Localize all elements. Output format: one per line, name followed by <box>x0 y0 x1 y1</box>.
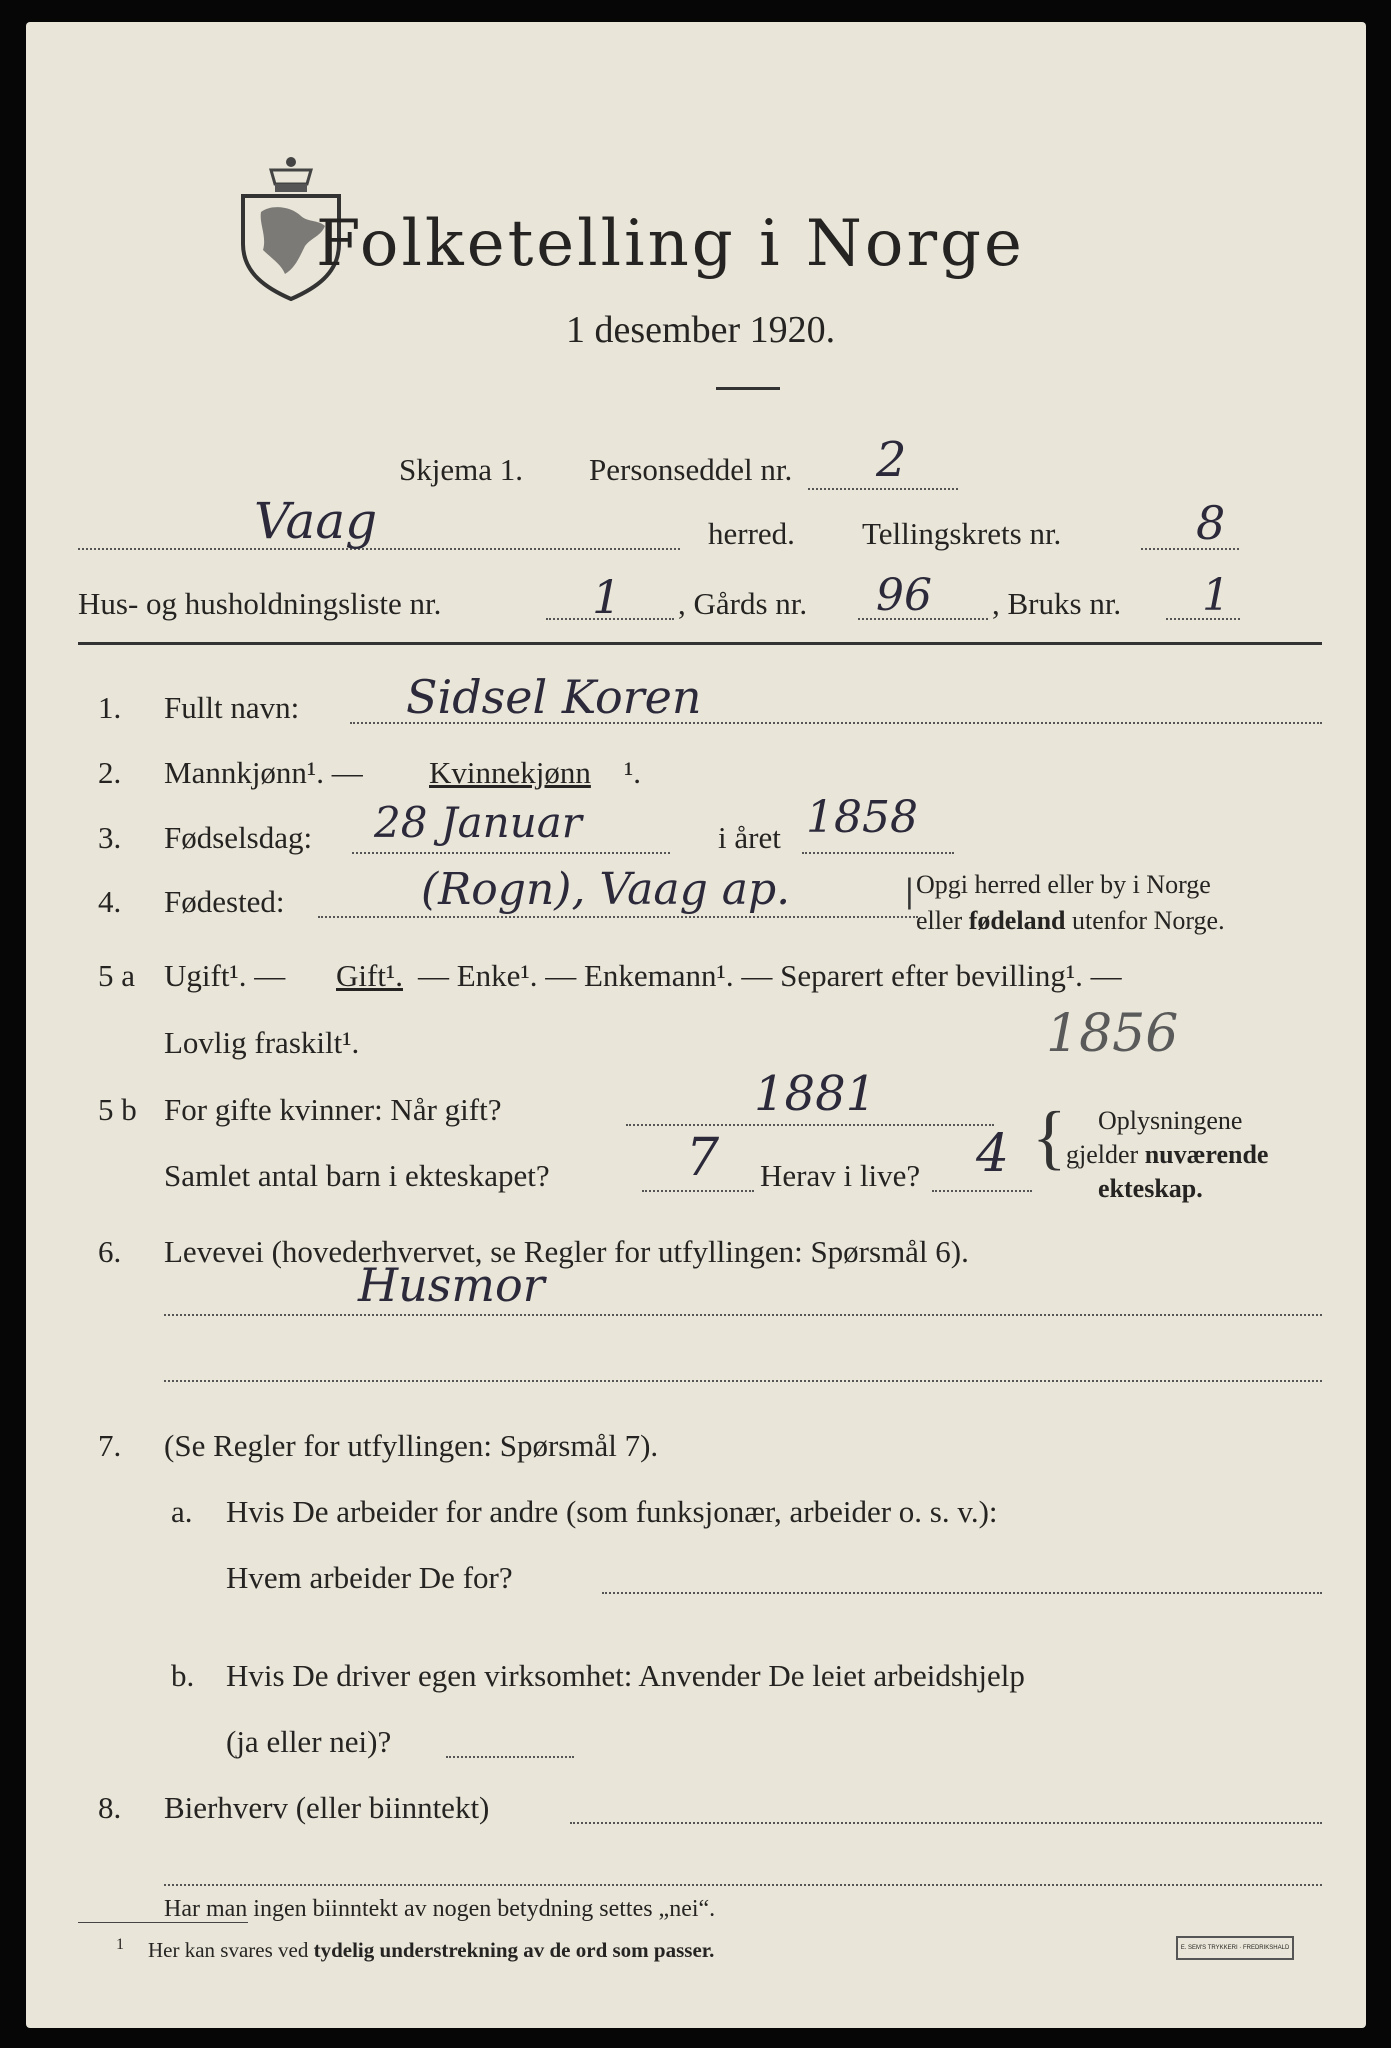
q8-number: 8. <box>98 1790 122 1825</box>
q7b-question: (ja eller nei)? <box>226 1724 392 1759</box>
bruks-label: , Bruks nr. <box>992 586 1122 621</box>
q7a-text: Hvis De arbeider for andre (som funksjonær, arbeider o. s. v.): <box>226 1494 998 1529</box>
q2-number: 2. <box>98 755 122 790</box>
husliste-label: Hus- og husholdningsliste nr. <box>78 586 442 621</box>
q8-answer-field[interactable] <box>570 1822 1322 1824</box>
q8-line-2 <box>164 1884 1322 1886</box>
census-date: 1 desember 1920. <box>566 309 836 351</box>
gards-value[interactable]: 96 <box>876 570 932 621</box>
q5b-children-label: Samlet antal barn i ekteskapet? <box>164 1158 550 1193</box>
q2-female-sup: ¹. <box>624 755 642 790</box>
bruks-value[interactable]: 1 <box>1202 570 1230 621</box>
herred-label: herred. <box>708 516 795 551</box>
q7-number: 7. <box>98 1428 122 1463</box>
tellingskrets-label: Tellingskrets nr. <box>862 516 1062 551</box>
q5b-married-line <box>626 1124 994 1126</box>
footnote-number: 1 <box>116 1936 124 1953</box>
personseddel-value[interactable]: 2 <box>876 432 907 488</box>
footer-note: Har man ingen biinntekt av nogen betydning settes „nei“. <box>164 1896 716 1922</box>
personseddel-label: Personseddel nr. <box>589 452 793 487</box>
q7a-question: Hvem arbeider De for? <box>226 1560 513 1595</box>
married-year-value[interactable]: 1881 <box>754 1066 877 1122</box>
q5b-label: For gifte kvinner: Når gift? <box>164 1092 502 1127</box>
form-title: Folketelling i Norge <box>316 207 1025 281</box>
q6-number: 6. <box>98 1234 122 1269</box>
margin-note: 1856 <box>1046 1004 1179 1064</box>
birthplace-value[interactable]: (Rogn), Vaag ap. <box>421 864 791 915</box>
census-form <box>26 22 1366 2028</box>
tellingskrets-value[interactable]: 8 <box>1196 496 1226 550</box>
q5b-children-line <box>642 1190 754 1192</box>
q2-male-option[interactable]: Mannkjønn¹. — <box>164 755 363 790</box>
q5a-divorced-option[interactable]: Lovlig fraskilt¹. <box>164 1025 360 1060</box>
q1-number: 1. <box>98 690 122 725</box>
q7b-text: Hvis De driver egen virksomhet: Anvender De leiet arbeidshjelp <box>226 1658 1025 1693</box>
q5b-note-3: ekteskap. <box>1098 1174 1203 1203</box>
q4-note-1: Opgi herred eller by i Norge <box>916 870 1211 899</box>
q4-label: Fødested: <box>164 884 285 919</box>
q7b-answer-field[interactable] <box>446 1756 574 1758</box>
q3-label: Fødselsdag: <box>164 820 313 855</box>
q7a-letter: a. <box>171 1494 193 1529</box>
q4-number: 4. <box>98 884 122 919</box>
birth-year-value[interactable]: 1858 <box>806 792 918 843</box>
husliste-value[interactable]: 1 <box>592 570 622 624</box>
birthday-value[interactable]: 28 Januar <box>374 798 582 847</box>
q3-day-line <box>352 852 670 854</box>
q4-line <box>318 916 918 918</box>
q6-label: Levevei (hovederhvervet, se Regler for utfyllingen: Spørsmål 6). <box>164 1234 969 1269</box>
q3-number: 3. <box>98 820 122 855</box>
footnote-rule <box>78 1922 248 1923</box>
footnote-text: Her kan svares ved tydelig understrekning av de ord som passer. <box>148 1938 715 1962</box>
q3-year-label: i året <box>718 820 781 855</box>
q4-bracket: | <box>904 872 915 910</box>
q5b-number: 5 b <box>98 1092 137 1127</box>
q5b-note-2: gjelder nuværende <box>1066 1140 1269 1169</box>
q8-label: Bierhverv (eller biinntekt) <box>164 1790 490 1825</box>
q5b-alive-label: Herav i live? <box>760 1158 921 1193</box>
q7a-answer-field[interactable] <box>602 1592 1322 1594</box>
occupation-value[interactable]: Husmor <box>358 1258 545 1312</box>
q4-note-2: eller fødeland utenfor Norge. <box>916 906 1225 935</box>
q3-year-line <box>802 852 954 854</box>
skjema-label: Skjema 1. <box>399 452 523 487</box>
q7b-letter: b. <box>171 1658 195 1693</box>
q6-line-1 <box>164 1314 1322 1316</box>
full-name-value[interactable]: Sidsel Koren <box>406 670 702 724</box>
herred-line <box>78 548 680 550</box>
q5a-number: 5 a <box>98 958 136 993</box>
q7-label: (Se Regler for utfyllingen: Spørsmål 7). <box>164 1428 659 1463</box>
q5b-alive-line <box>932 1190 1032 1192</box>
herred-value[interactable]: Vaag <box>254 492 378 550</box>
q5a-other-options[interactable]: — Enke¹. — Enkemann¹. — Separert efter bevilling¹. — <box>418 958 1122 993</box>
children-alive-value[interactable]: 4 <box>976 1124 1010 1184</box>
personseddel-line <box>808 488 958 490</box>
q5b-brace: { <box>1032 1097 1067 1177</box>
q5a-unmarried-option[interactable]: Ugift¹. — <box>164 958 286 993</box>
q1-label: Fullt navn: <box>164 690 300 725</box>
gards-label: , Gårds nr. <box>678 586 808 621</box>
printer-stamp: E. SEM'S TRYKKERI · FREDRIKSHALD <box>1176 1936 1294 1960</box>
q6-line-2 <box>164 1380 1322 1382</box>
title-divider <box>716 387 780 390</box>
header-rule <box>78 642 1322 645</box>
q2-female-option[interactable]: Kvinnekjønn <box>429 755 591 790</box>
q5a-married-option[interactable]: Gift¹. <box>336 958 403 993</box>
q5b-note-1: Oplysningene <box>1098 1106 1243 1135</box>
children-value[interactable]: 7 <box>686 1128 720 1188</box>
